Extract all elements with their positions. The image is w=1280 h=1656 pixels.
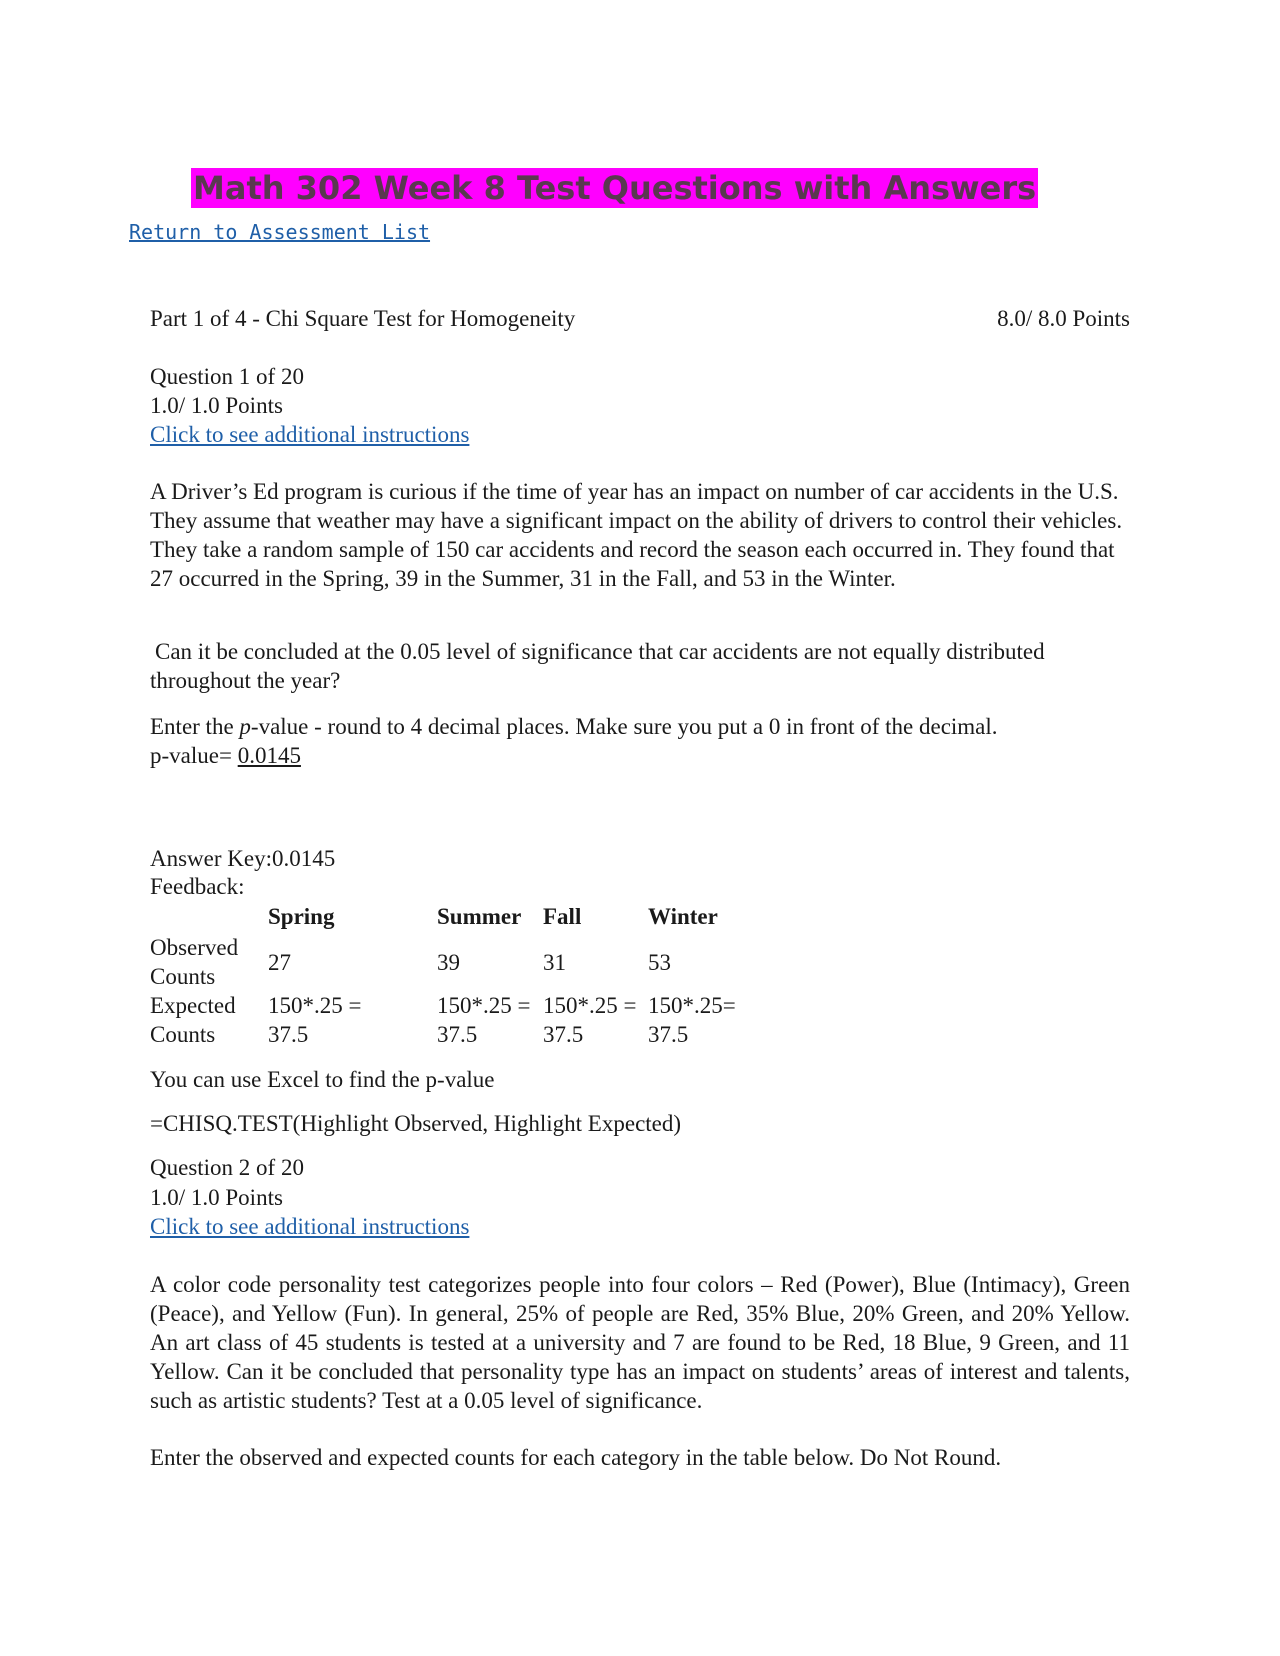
table-row <box>150 933 768 991</box>
enter-suffix: -value - round to 4 decimal places. Make sure you put a 0 in front of the decimal. <box>250 714 998 739</box>
question-1-points: 1.0/ 1.0 Points <box>150 393 283 418</box>
feedback-table <box>150 899 768 1049</box>
question-2-instructions-link[interactable]: Click to see additional instructions <box>150 1214 470 1239</box>
question-2-body: A color code personality test categorizes people into four colors – Red (Power), Blue (Intimacy), Green (Peace), and Yellow (Fun). In general, 25% of people are Red, 35% Blue, 20% Green, and 20% Yellow. An art class of 45 students is tested at a university and 7 are found to be Red, 18 Blue, 9 Green, and 11 Yellow. Can it be concluded that personality type has an impact on students’ areas of interest and talents, such as artistic students? Test at a 0.05 level of significance. <box>150 1272 1130 1413</box>
table-cell: 31 <box>543 949 566 975</box>
table-header-cell <box>150 899 268 933</box>
table-cell: 39 <box>437 949 460 975</box>
table-cell: Observed Counts <box>150 935 239 989</box>
enter-italic-p: p <box>239 714 251 739</box>
question-2-label: Question 2 of 20 <box>150 1155 304 1180</box>
table-cell: 150*.25= 37.5 <box>648 993 736 1047</box>
feedback-label: Feedback: <box>150 874 245 899</box>
table-row <box>150 991 768 1049</box>
table-cell: 150*.25 = 37.5 <box>543 993 637 1047</box>
pvalue-label: p-value= <box>150 743 238 768</box>
answer-key: Answer Key:0.0145 <box>150 846 336 871</box>
question-2-points: 1.0/ 1.0 Points <box>150 1185 283 1210</box>
question-1-enter-instruction <box>150 712 1130 741</box>
part-heading: Part 1 of 4 - Chi Square Test for Homogeneity <box>150 306 576 331</box>
question-1-body: A Driver’s Ed program is curious if the time of year has an impact on number of car accidents in the U.S. They assume that weather may have a significant impact on the ability of drivers to control their vehicles. They take a random sample of 150 car accidents and record the season each occurred in. They found that 27 occurred in the Spring, 39 in the Summer, 31 in the Fall, and 53 in the Winter. <box>150 479 1123 591</box>
pvalue-answer: 0.0145 <box>237 743 301 768</box>
question-1-label: Question 1 of 20 <box>150 364 304 389</box>
question-2-instruction: Enter the observed and expected counts for each category in the table below. Do Not Round. <box>150 1445 1002 1470</box>
question-1-instructions-link[interactable]: Click to see additional instructions <box>150 422 470 447</box>
table-cell: 150*.25 = 37.5 <box>437 993 531 1047</box>
excel-note: You can use Excel to find the p-value <box>150 1067 495 1092</box>
enter-prefix: Enter the <box>150 714 240 739</box>
return-to-assessment-list-link[interactable]: Return to Assessment List <box>129 220 431 244</box>
table-header-cell: Spring <box>268 903 335 929</box>
part-points: 8.0/ 8.0 Points <box>997 306 1130 331</box>
table-cell: 53 <box>648 949 671 975</box>
table-cell: 27 <box>268 949 291 975</box>
table-header-cell: Winter <box>648 903 718 929</box>
table-header-row <box>150 899 768 933</box>
table-header-cell: Summer <box>437 903 522 929</box>
document-title: Math 302 Week 8 Test Questions with Answers <box>193 169 1037 207</box>
table-cell: Expected Counts <box>150 993 236 1047</box>
excel-formula: =CHISQ.TEST(Highlight Observed, Highlight Expected) <box>150 1111 682 1136</box>
question-1-prompt: Can it be concluded at the 0.05 level of significance that car accidents are not equally distributed throughout the year? <box>150 639 1045 693</box>
pvalue-line <box>150 741 301 770</box>
table-cell: 150*.25 = 37.5 <box>268 993 362 1047</box>
table-header-cell: Fall <box>543 903 582 929</box>
